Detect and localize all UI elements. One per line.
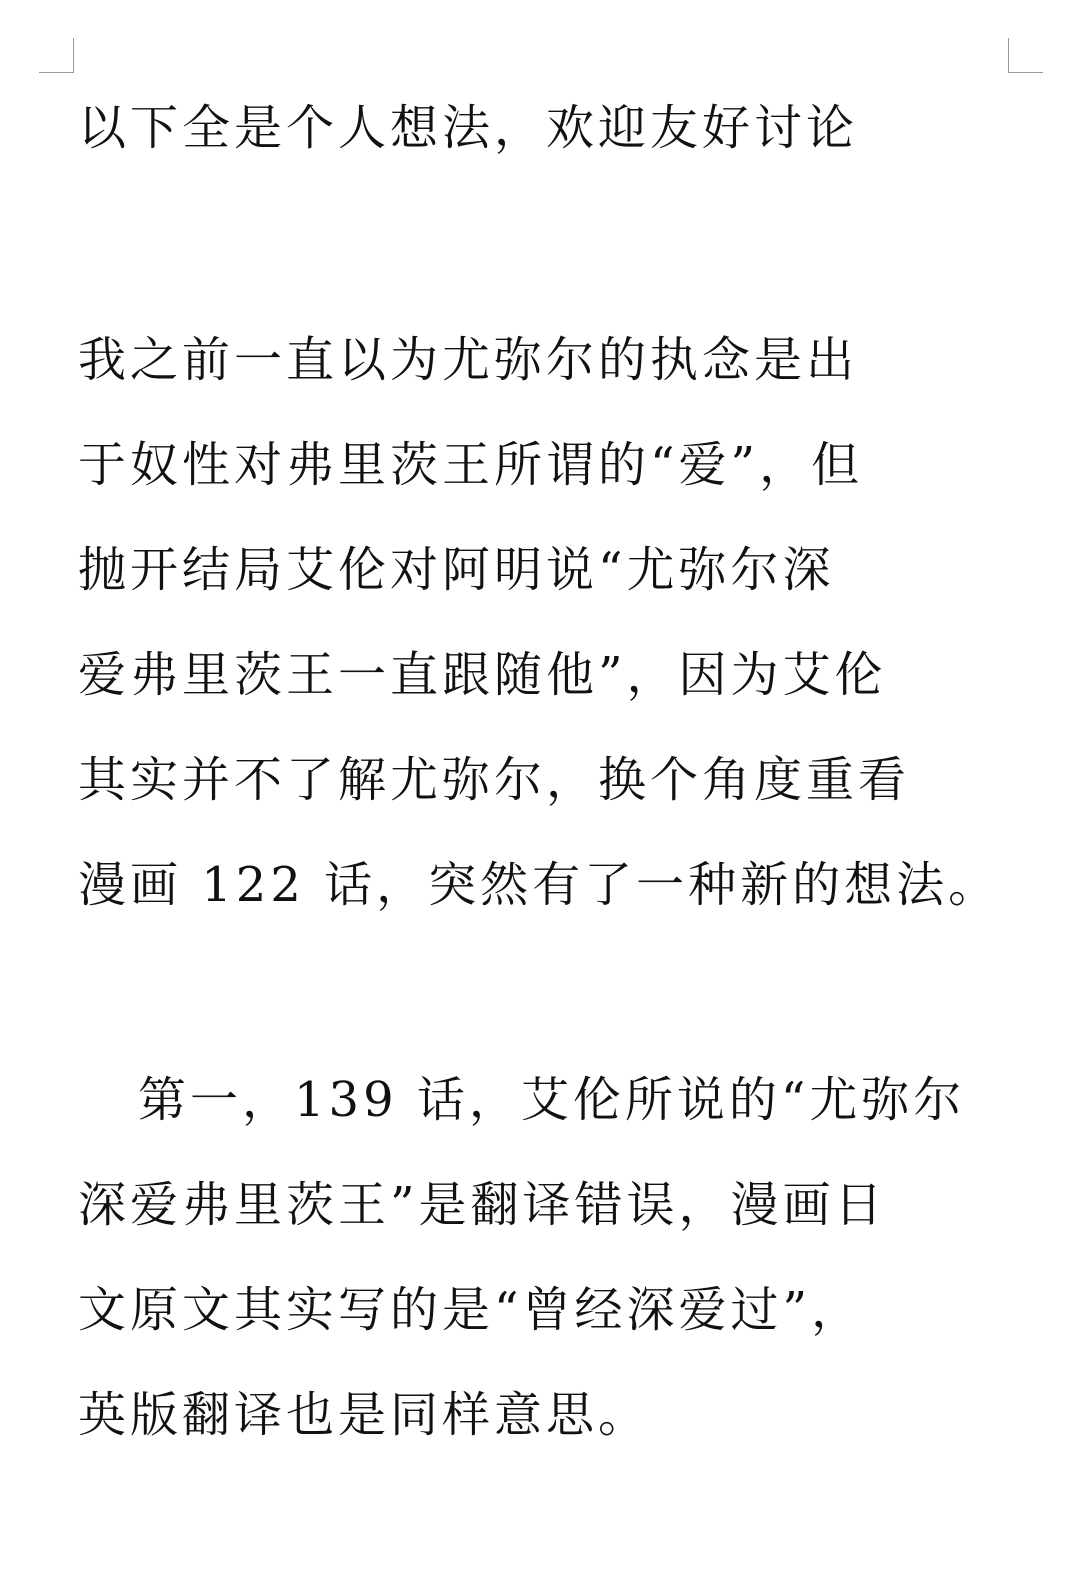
paragraph-1-line-2: 于奴性对弗里茨王所谓的“爱”，但: [78, 437, 864, 493]
paragraph-1-line-6: 漫画 122 话，突然有了一种新的想法。: [78, 857, 1001, 913]
paragraph-1-line-4: 爱弗里茨王一直跟随他”，因为艾伦: [78, 647, 887, 703]
paragraph-1-line-5: 其实并不了解尤弥尔，换个角度重看: [78, 752, 911, 808]
paragraph-2-line-4: 英版翻译也是同样意思。: [78, 1387, 651, 1443]
page-corner-mark-left: [39, 38, 74, 73]
paragraph-2-line-2: 深爱弗里茨王”是翻译错误，漫画日: [78, 1177, 887, 1233]
paragraph-1-line-3: 抛开结局艾伦对阿明说“尤弥尔深: [78, 542, 835, 598]
paragraph-2-line-3: 文原文其实写的是“曾经深爱过”，: [78, 1282, 864, 1338]
paragraph-1-line-1: 我之前一直以为尤弥尔的执念是出: [78, 332, 859, 388]
page-corner-mark-right: [1008, 38, 1043, 73]
document-heading: 以下全是个人想法，欢迎友好讨论: [78, 100, 859, 156]
paragraph-2-line-1: 第一，139 话，艾伦所说的“尤弥尔: [138, 1072, 966, 1128]
